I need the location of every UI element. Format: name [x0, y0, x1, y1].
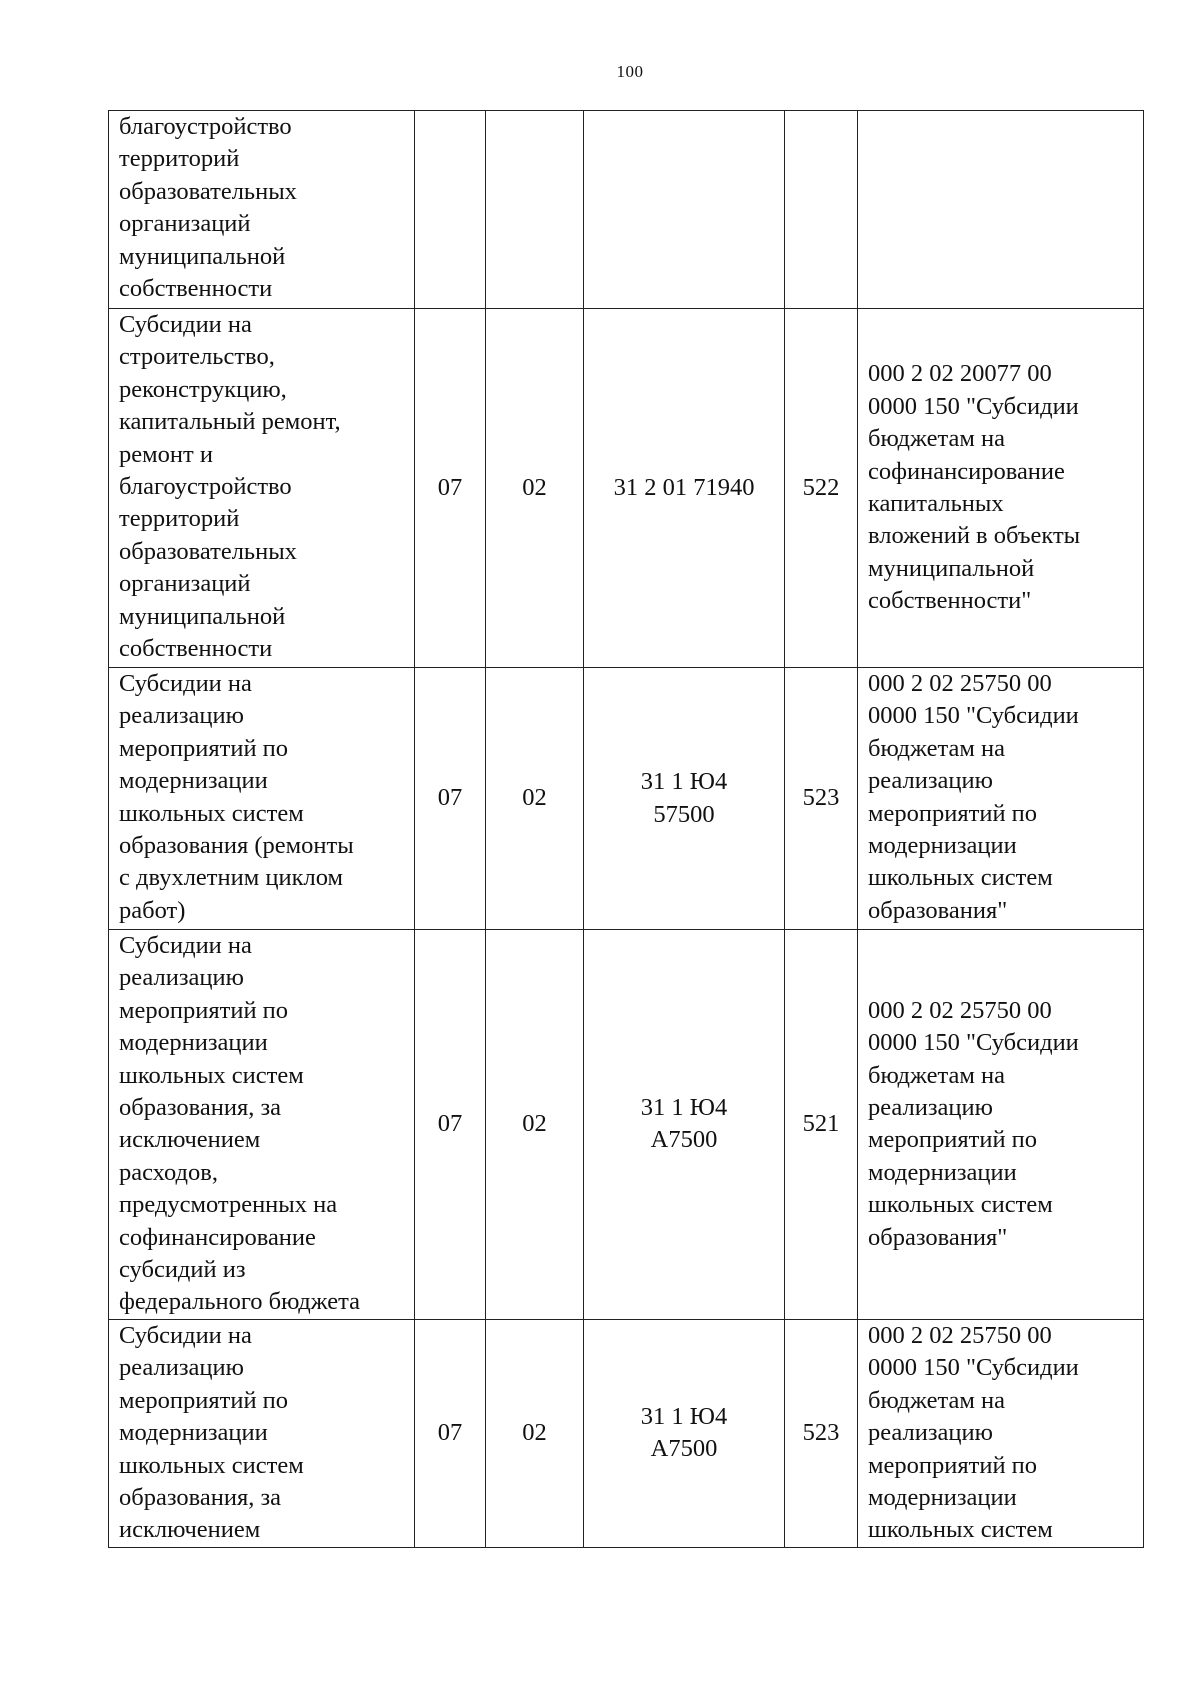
income-code-cell-line: модернизации: [868, 832, 1017, 860]
income-code-cell-line: мероприятий по: [868, 799, 1038, 827]
expense-name-cell: [109, 1319, 415, 1547]
subsection-code-cell: [486, 111, 584, 309]
income-code-cell-line: вложений в объекты: [868, 522, 1081, 550]
expense-name-cell-line: благоустройство: [119, 473, 292, 501]
expense-name-cell-line: школьных систем: [119, 1451, 304, 1479]
income-code-cell-line: школьных систем: [868, 864, 1053, 892]
expense-name-cell: [109, 930, 415, 1320]
target-article-cell: [584, 668, 785, 930]
income-code-cell-line: модернизации: [868, 1158, 1017, 1186]
target-article-cell: [584, 930, 785, 1320]
income-code-cell-line: образования": [868, 896, 1008, 924]
expense-name-cell-line: образовательных: [119, 177, 297, 205]
income-code-cell-line: реализацию: [868, 1419, 993, 1447]
expense-name-cell-line: организаций: [119, 210, 251, 238]
expense-name-cell-line: предусмотренных на: [119, 1191, 338, 1219]
expense-name-cell-line: работ): [119, 896, 186, 924]
income-code-cell-line: собственности": [868, 587, 1032, 615]
expense-name-cell-line: школьных систем: [119, 1061, 304, 1089]
expense-name-cell-line: капитальный ремонт,: [119, 408, 341, 436]
table-body: [109, 111, 1144, 1548]
subsection-code-cell: 02: [486, 309, 584, 668]
expense-name-cell-line: мероприятий по: [119, 734, 289, 762]
expense-name-cell-line: образовательных: [119, 537, 297, 565]
target-article-cell-line: 31 2 01 71940: [613, 473, 755, 501]
income-code-cell-line: бюджетам на: [868, 734, 1005, 762]
target-article-cell-line: 31 1 Ю4: [640, 1402, 728, 1430]
expense-name-cell-line: собственности: [119, 275, 273, 303]
expense-type-cell: 521: [785, 930, 858, 1320]
income-code-cell-line: 0000 150 "Субсидии: [868, 392, 1079, 420]
expense-name-cell-line: школьных систем: [119, 799, 304, 827]
expense-name-cell-line: модернизации: [119, 1419, 268, 1447]
section-code-cell: 07: [415, 1319, 486, 1547]
expense-name-cell-line: софинансирование: [119, 1223, 316, 1251]
expense-name-cell-line: Субсидии на: [119, 670, 252, 697]
income-code-cell-line: реализацию: [868, 767, 993, 795]
expense-name-cell-line: Субсидии на: [119, 311, 252, 338]
expense-type-cell: 523: [785, 668, 858, 930]
expense-name-cell-line: Субсидии на: [119, 1321, 252, 1349]
expense-name-cell-line: федерального бюджета: [119, 1288, 361, 1316]
expense-name-cell-line: строительство,: [119, 343, 275, 371]
expense-name-cell: [109, 309, 415, 668]
table-row: [109, 309, 1144, 668]
section-code-cell: [415, 111, 486, 309]
subsection-code-cell: 02: [486, 1319, 584, 1547]
expense-name-cell-line: территорий: [119, 505, 240, 533]
income-code-cell-line: 000 2 02 25750 00: [868, 996, 1052, 1024]
section-code-cell: 07: [415, 668, 486, 930]
target-article-cell-line: 57500: [653, 800, 715, 828]
expense-name-cell-line: реализацию: [119, 702, 244, 730]
income-code-cell: [858, 111, 1144, 309]
subsection-code-cell: 02: [486, 930, 584, 1320]
expense-name-cell-line: исключением: [119, 1516, 261, 1544]
expense-type-cell: 523: [785, 1319, 858, 1547]
table-row: [109, 930, 1144, 1320]
income-code-cell-line: муниципальной: [868, 554, 1035, 582]
expense-name-cell-line: собственности: [119, 635, 273, 663]
target-article-cell: [584, 309, 785, 668]
expense-type-cell: 522: [785, 309, 858, 668]
income-code-cell-line: школьных систем: [868, 1191, 1053, 1219]
income-code-cell-line: 000 2 02 20077 00: [868, 360, 1052, 388]
expense-name-cell-line: с двухлетним циклом: [119, 864, 343, 892]
target-article-cell-line: 31 1 Ю4: [640, 768, 728, 796]
expense-name-cell-line: ремонт и: [119, 440, 213, 468]
section-code-cell: 07: [415, 930, 486, 1320]
income-code-cell-line: 0000 150 "Субсидии: [868, 1029, 1079, 1057]
expense-name-cell-line: благоустройство: [119, 113, 292, 140]
subsection-code-cell: 02: [486, 668, 584, 930]
expense-name-cell-line: мероприятий по: [119, 1386, 289, 1414]
income-code-cell-line: реализацию: [868, 1094, 993, 1122]
expense-name-cell-line: субсидий из: [119, 1256, 246, 1284]
income-code-cell-line: 0000 150 "Субсидии: [868, 702, 1079, 730]
income-code-cell-line: мероприятий по: [868, 1126, 1038, 1154]
income-code-cell-line: бюджетам на: [868, 425, 1005, 453]
table-row: [109, 1319, 1144, 1547]
expense-name-cell-line: расходов,: [119, 1158, 218, 1186]
income-code-cell-line: модернизации: [868, 1483, 1017, 1511]
expense-name-cell-line: реализацию: [119, 1354, 244, 1382]
income-code-cell-line: бюджетам на: [868, 1061, 1005, 1089]
expense-name-cell-line: образования (ремонты: [119, 832, 354, 860]
expense-name-cell-line: территорий: [119, 145, 240, 173]
income-code-cell-line: бюджетам на: [868, 1386, 1005, 1414]
expense-name-cell-line: исключением: [119, 1126, 261, 1154]
expense-name-cell-line: образования, за: [119, 1483, 282, 1511]
income-code-cell-line: мероприятий по: [868, 1451, 1038, 1479]
expense-name-cell-line: организаций: [119, 570, 251, 598]
expense-name-cell-line: муниципальной: [119, 602, 286, 630]
income-code-cell-line: 000 2 02 25750 00: [868, 1321, 1052, 1349]
income-code-cell-line: софинансирование: [868, 457, 1065, 485]
income-code-cell: [858, 1319, 1144, 1547]
expense-name-cell-line: муниципальной: [119, 242, 286, 270]
expense-type-cell: [785, 111, 858, 309]
income-code-cell-line: школьных систем: [868, 1516, 1053, 1544]
expense-name-cell: [109, 668, 415, 930]
target-article-cell-line: 31 1 Ю4: [640, 1094, 728, 1122]
income-code-cell-line: капитальных: [868, 490, 1004, 517]
target-article-cell: [584, 111, 785, 309]
target-article-cell-line: А7500: [650, 1126, 718, 1154]
page-number: 100: [616, 62, 644, 81]
target-article-cell: [584, 1319, 785, 1547]
section-code-cell: 07: [415, 309, 486, 668]
income-code-cell: [858, 668, 1144, 930]
expense-name-cell-line: реализацию: [119, 964, 244, 992]
income-code-cell-line: 000 2 02 25750 00: [868, 670, 1052, 697]
income-code-cell: [858, 309, 1144, 668]
expense-name-cell: [109, 111, 415, 309]
expense-name-cell-line: модернизации: [119, 1029, 268, 1057]
expense-name-cell-line: реконструкцию,: [119, 375, 287, 403]
expense-name-cell-line: образования, за: [119, 1094, 282, 1122]
income-code-cell-line: 0000 150 "Субсидии: [868, 1354, 1079, 1382]
income-code-cell: [858, 930, 1144, 1320]
budget-classification-table: [108, 110, 1144, 1548]
table-row: [109, 668, 1144, 930]
target-article-cell-line: А7500: [650, 1435, 718, 1463]
expense-name-cell-line: Субсидии на: [119, 932, 252, 959]
table-row: [109, 111, 1144, 309]
income-code-cell-line: образования": [868, 1223, 1008, 1251]
expense-name-cell-line: мероприятий по: [119, 996, 289, 1024]
expense-name-cell-line: модернизации: [119, 767, 268, 795]
